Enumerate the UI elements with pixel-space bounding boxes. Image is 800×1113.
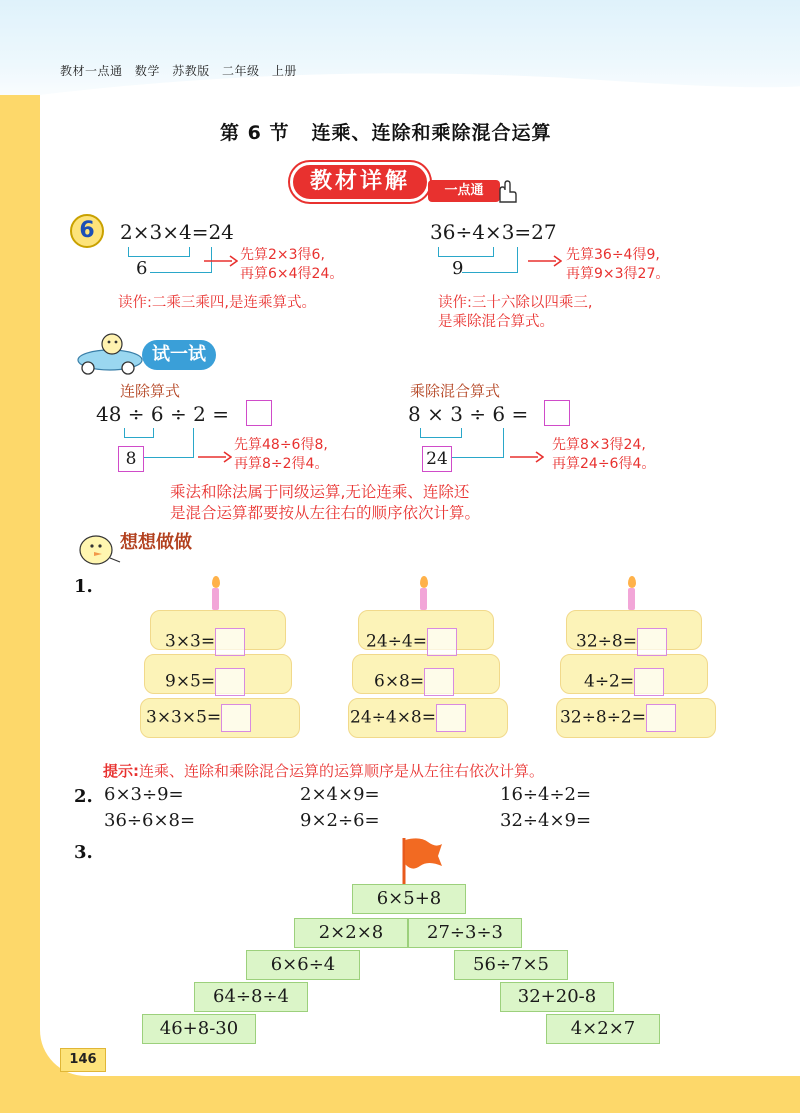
cake-1-row-1 [165,628,245,656]
left-margin-strip [0,95,40,1113]
hint-label: 提示: [103,762,139,780]
try-left-answer-box[interactable] [246,400,272,426]
section-name: 连乘、连除和乘除混合运算 [311,122,552,144]
arrow-right-icon [528,254,562,268]
example-left-step-1: 先算2×3得6, [240,247,325,263]
pyramid-right-4: 4×2×7 [546,1014,660,1044]
cake-3-answer-1[interactable] [637,628,667,656]
cake-2-answer-1[interactable] [427,628,457,656]
try-right-answer-box[interactable] [544,400,570,426]
cake-2-answer-3[interactable] [436,704,466,732]
candle [420,588,427,610]
pyramid-right-1: 27÷3÷3 [408,918,522,948]
cake-1-answer-3[interactable] [221,704,251,732]
q2-r2-c1: 36÷6×8= [104,810,196,831]
example-right-reading-1: 读作:三十六除以四乘三, [438,295,593,311]
q2-r2-c2: 9×2÷6= [300,810,380,831]
try-left-label: 连除算式 [120,382,181,400]
cake-1-answer-1[interactable] [215,628,245,656]
try-left-step-1: 先算48÷6得8, [234,437,328,453]
candle [212,588,219,610]
pyramid-left-4: 46+8-30 [142,1014,256,1044]
cake-3-expr-3: 32÷8÷2= [560,707,646,728]
cake-2-row-1 [366,628,457,656]
try-left-step-2: 再算8÷2得4。 [234,456,329,472]
cake-1-row-3 [146,704,251,732]
try-left-steps [234,436,328,474]
cake-2-expr-1: 24÷4= [366,631,427,652]
try-right-steps [552,436,655,474]
chick-mascot-icon [72,528,122,568]
hint-text: 连乘、连除和乘除混合运算的运算顺序是从左往右依次计算。 [139,762,545,780]
example-right-bracket-outer [462,247,518,273]
operation-rule [170,482,480,524]
candle [628,588,635,610]
try-left-expression: 48 ÷ 6 ÷ 2 = [96,402,229,426]
cake-2-row-3 [350,704,466,732]
pointing-hand-icon [494,178,518,204]
question-2-number: 2. [74,786,93,807]
example-left-intermediate: 6 [136,258,148,279]
try-right-intermediate-box: 24 [422,446,452,472]
cake-2-expr-2: 6×8= [374,671,425,692]
example-right-step-2: 再算9×3得27。 [566,266,670,282]
example-right-steps [566,246,669,284]
example-left-bracket-outer [150,247,212,273]
arrow-right-icon [198,450,232,464]
operation-rule-line-1: 乘法和除法属于同级运算,无论连乘、连除还 [170,483,470,501]
candle-flame [420,576,428,588]
question-1-number: 1. [74,576,93,597]
cake-3-answer-2[interactable] [634,668,664,696]
cake-3-row-2 [584,668,664,696]
try-right-step-1: 先算8×3得24, [552,437,646,453]
example-right-reading-2: 是乘除混合算式。 [438,314,554,330]
cake-3-expr-2: 4÷2= [584,671,635,692]
pyramid-left-3: 64÷8÷4 [194,982,308,1012]
cake-3-answer-3[interactable] [646,704,676,732]
try-right-step-2: 再算24÷6得4。 [552,456,656,472]
cake-1-expr-3: 3×3×5= [146,707,222,728]
cake-2-expr-3: 24÷4×8= [350,707,436,728]
example-right-reading [438,294,593,332]
breadcrumb [60,62,305,79]
try-right-label: 乘除混合算式 [410,382,501,400]
banner-tag: 一点通 [428,180,500,202]
breadcrumb-volume: 上册 [271,64,297,78]
example-number-badge: 6 [70,214,104,248]
hint [103,760,544,781]
arrow-right-icon [204,254,238,268]
cake-2-row-2 [374,668,454,696]
section-title [220,118,551,145]
try-left-intermediate-box: 8 [118,446,144,472]
pyramid-left-1: 2×2×8 [294,918,408,948]
cake-3-expr-1: 32÷8= [576,631,637,652]
pyramid-left-2: 6×6÷4 [246,950,360,980]
question-3-number: 3. [74,842,93,863]
flag-icon [398,836,444,886]
cake-3-row-1 [576,628,667,656]
section-number: 第 6 节 [220,122,290,144]
candle-flame [628,576,636,588]
breadcrumb-subject: 数学 [134,64,160,78]
q2-r1-c2: 2×4×9= [300,784,380,805]
page-number: 146 [60,1048,106,1072]
cake-1-expr-1: 3×3= [165,631,216,652]
breadcrumb-edition: 苏教版 [172,64,210,78]
pyramid-right-3: 32+20-8 [500,982,614,1012]
arrow-right-icon [510,450,544,464]
breadcrumb-grade: 二年级 [222,64,260,78]
pyramid-top: 6×5+8 [352,884,466,914]
q2-r1-c3: 16÷4÷2= [500,784,592,805]
q2-r2-c3: 32÷4×9= [500,810,592,831]
example-right-intermediate: 9 [452,258,464,279]
try-right-expression: 8 × 3 ÷ 6 = [408,402,529,426]
try-it-title: 试一试 [142,340,216,370]
think-title: 想想做做 [120,532,192,553]
example-left-step-2: 再算6×4得24。 [240,266,344,282]
breadcrumb-series: 教材一点通 [60,64,123,78]
cake-2-answer-2[interactable] [424,668,454,696]
example-right-step-1: 先算36÷4得9, [566,247,660,263]
example-left-steps [240,246,343,284]
cake-1-answer-2[interactable] [215,668,245,696]
example-left-reading: 读作:二乘三乘四,是连乘算式。 [118,295,316,311]
q2-r1-c1: 6×3÷9= [104,784,184,805]
cake-1-expr-2: 9×5= [165,671,216,692]
car-mascot-icon [72,330,144,376]
banner-label: 教材详解 [290,162,430,202]
example-right-expression: 36÷4×3=27 [430,220,557,244]
pyramid-right-2: 56÷7×5 [454,950,568,980]
cake-1-row-2 [165,668,245,696]
candle-flame [212,576,220,588]
operation-rule-line-2: 是混合运算都要按从左往右的顺序依次计算。 [170,504,481,522]
cake-3-row-3 [560,704,676,732]
example-left-expression: 2×3×4=24 [120,220,234,244]
